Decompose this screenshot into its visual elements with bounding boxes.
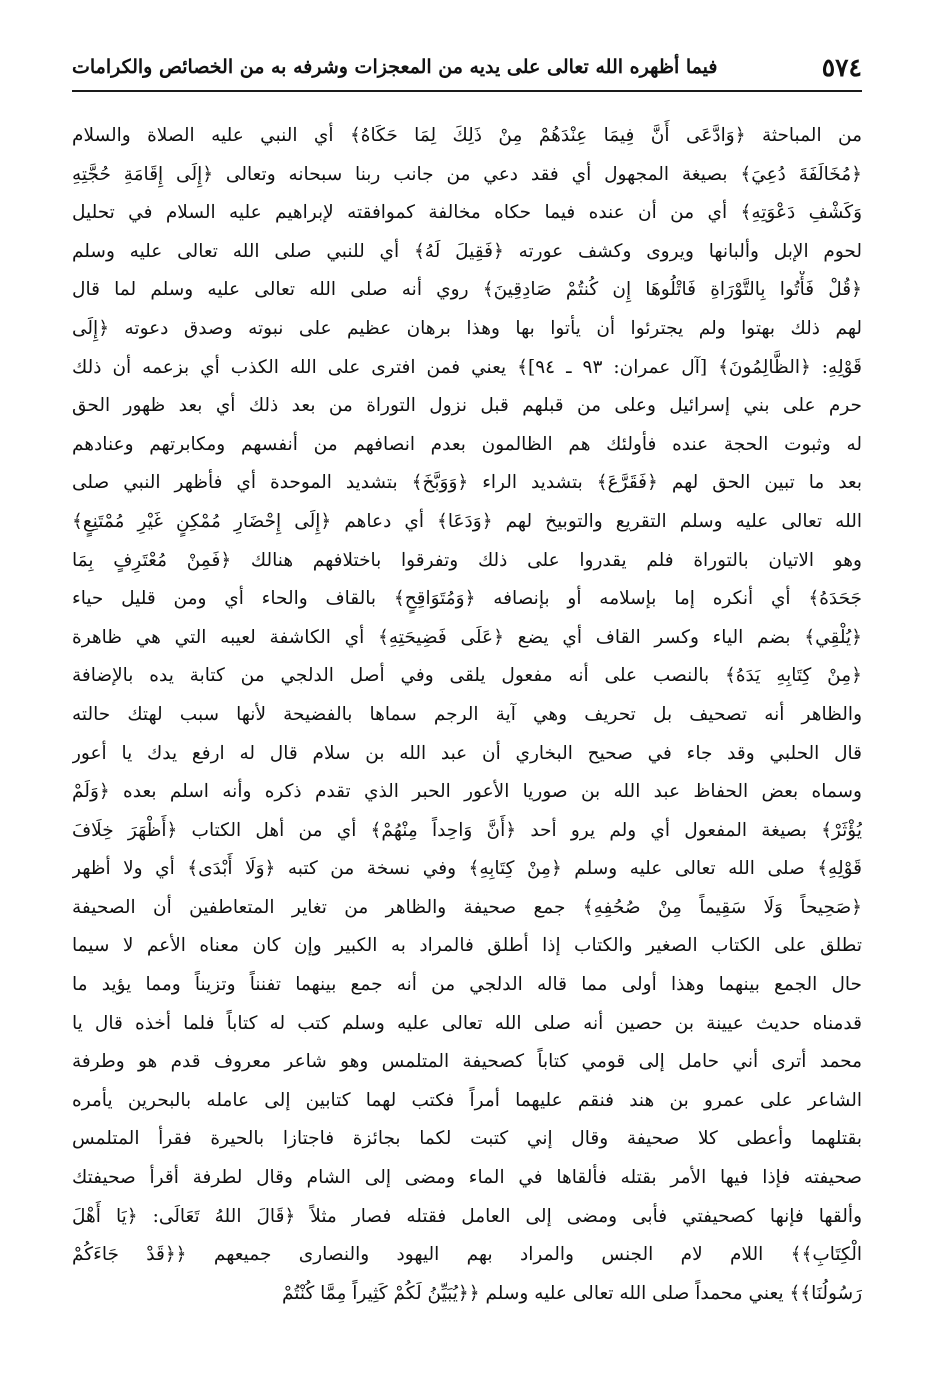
- text-line: وسماه بعض الحفاظ عبد الله بن صوريا الأعور الحبر الذي تقدم ذكره وأنه اسلم بعده ﴿وَلَمْ: [72, 781, 862, 803]
- text-line: بقتلهما وأعطى كلا صحيفة وقال إني كتبت لكما بجائزة فاجتازا بالحيرة فقرأ المتلمس: [72, 1128, 862, 1150]
- text-line: لهم ذلك بهتوا ولم يجترئوا أن يأتوا بها وهذا برهان عظيم على نبوته وصدق دعوته ﴿إِلَى: [72, 317, 862, 339]
- text-line: وألقها فإنها كصحيفتي فأبى ومضى إلى العامل فقتله فصار مثلاً ﴿قَالَ اللهُ تَعَالَى: ﴿يَا أَهْلَ: [72, 1205, 862, 1227]
- body-text: [72, 117, 862, 1367]
- text-line: قال الحلبي وقد جاء في صحيح البخاري أن عبد الله بن سلام قال له ارفع يدك يا أعور: [72, 742, 862, 764]
- text-line: ﴿صَحِيحاً وَلَا سَقِيماً مِنْ صُحُفِهِ﴾ جمع صحيفة والظاهر من تغاير المتعاطفين أن الصحيفة: [72, 896, 862, 918]
- text-line: لحوم الإبل وألبانها ويروى وكشف عورته ﴿فَقِيلَ لَهُ﴾ أي للنبي صلى الله تعالى عليه وسلم: [72, 240, 862, 262]
- text-line: حال الجمع بينهما وهذا أولى مما قاله الدلجي من أنه جمع بينهما تفنناً وتزيناً ومما يؤيد ما: [72, 974, 862, 996]
- text-line: قَوْلِهِ: ﴿الظَّالِمُونَ﴾ [آل عمران: ٩٣ ـ ٩٤]﴾ يعني فمن افترى على الله الكذب أي بزعمه أن ذلك: [72, 356, 862, 378]
- text-line: ﴿يُلْقِي﴾ بضم الياء وكسر القاف أي يضع ﴿عَلَى فَضِيحَتِهِ﴾ أي الكاشفة لعيبه التي هي ظاهرة: [72, 626, 862, 648]
- text-line: وهو الاتيان بالتوراة فلم يقدروا على ذلك وتفرقوا باختلافهم هنالك ﴿فَمِنْ مُعْتَرِفٍ بِمَا: [72, 549, 862, 571]
- text-line: ﴿مُخَالَفَةَ دُعِيَ﴾ بصيغة المجهول أي فقد دعي من جانب ربنا سبحانه وتعالى ﴿إِلَى إِقَامَةِ حُجَّتِهِ: [72, 163, 862, 185]
- text-line: الْكِتَابِ﴾﴾ اللام لام الجنس والمراد بهم اليهود والنصارى جميعهم ﴿﴿قَدْ جَاءَكُمْ: [72, 1244, 862, 1266]
- text-line: حرم على بني إسرائيل وعلى من قبلهم قبل نزول التوراة من بعد ذلك أي بعد ظهور الحق: [72, 395, 862, 417]
- text-line: قَوْلِهِ﴾ صلى الله تعالى عليه وسلم ﴿مِنْ كِتَابِهِ﴾ وفي نسخة من كتبه ﴿وَلَا أَبْدَى﴾ أي ولا أظهر: [72, 858, 862, 880]
- chapter-title: فيما أظهره الله تعالى على يديه من المعجزات وشرفه به من الخصائص والكرامات: [72, 56, 718, 78]
- text-line: صحيفته فإذا فيها الأمر بقتله فألقاها في الماء ومضى إلى الشام وقال لطرفة أقرأ صحيفتك: [72, 1167, 862, 1189]
- text-line: بعد ما تبين الحق لهم ﴿فَقَرَّعَ﴾ بتشديد الراء ﴿وَوَبَّخَ﴾ بتشديد الموحدة أي فأظهر النبي صلى: [72, 472, 862, 494]
- text-line: تطلق على الكتاب الصغير والكتاب إذا أطلق فالمراد به الكبير وإن كان معناه الأعم لا سيما: [72, 935, 862, 957]
- text-line: يُؤْثَرْ﴾ بصيغة المفعول أي ولم يرو أحد ﴿أَنَّ وَاحِداً مِنْهُمْ﴾ أي من أهل الكتاب ﴿أَظْهَرَ خِلَافَ: [72, 819, 862, 841]
- text-line: له وثبوت الحجة عنده فأولئك هم الظالمون بعدم انصافهم من أنفسهم ومكابرتهم وعنادهم: [72, 433, 862, 455]
- text-line: محمد أترى أني حامل إلى قومي كتاباً كصحيفة المتلمس وهو شاعر معروف قدم هو وطرفة: [72, 1051, 862, 1073]
- page-number: ٥٧٤: [821, 52, 862, 82]
- text-line: الله تعالى عليه وسلم التقريع والتوبيخ لهم ﴿وَدَعَا﴾ أي دعاهم ﴿إِلَى إِحْضَارِ مُمْكِنٍ غَيْرِ مُمْتَنِعٍ﴾: [72, 510, 862, 532]
- text-line: جَحَدَهُ﴾ أي أنكره إما بإسلامه أو بإنصافه ﴿وَمُتَوَاقِحٍ﴾ بالقاف والحاء أي ومن قليل حياء: [72, 588, 862, 610]
- text-line: من المباحثة ﴿وَادَّعَى أَنَّ فِيمَا عِنْدَهُمْ مِنْ ذَلِكَ لِمَا حَكَاهُ﴾ أي النبي عليه الصلاة والسلام: [72, 125, 862, 146]
- running-header: [72, 44, 862, 92]
- text-line: والظاهر أنه تصحيف بل تحريف وهي آية الرجم سماها بالفضيحة لأنها سبب لهتك حالته: [72, 703, 862, 725]
- text-line: وَكَشْفِ دَعْوَتِهِ﴾ أي من أن عنده فيما حكاه مخالفة كموافقته لإبراهيم عليه السلام في تحليل: [72, 202, 862, 224]
- text-line: الشاعر على عمرو بن هند فنقم عليهما أمراً فكتب لهما كتابين إلى عامله بالبحرين يأمره: [72, 1089, 862, 1111]
- text-line: ﴿مِنْ كِتَابِهِ يَدَهُ﴾ بالنصب على أنه مفعول يلقى وفي أصل الدلجي من كتابة يده بالإضافة: [72, 665, 862, 687]
- text-line: ﴿قُلْ فَأْتُوا بِالتَّوْرَاةِ فَاتْلُوهَا إِن كُنتُمْ صَادِقِينَ﴾ روي أنه صلى الله تعالى عليه وسلم لما قال: [72, 279, 862, 301]
- text-line: رَسُولُنَا﴾﴾ يعني محمداً صلى الله تعالى عليه وسلم ﴿﴿يُبَيِّنُ لَكُمْ كَثِيراً مِمَّا كُنْتُمْ: [281, 1282, 862, 1304]
- text-line: قدمناه حديث عيينة بن حصين أنه صلى الله تعالى عليه وسلم كتب له كتاباً فلما أخذه قال يا: [72, 1012, 862, 1034]
